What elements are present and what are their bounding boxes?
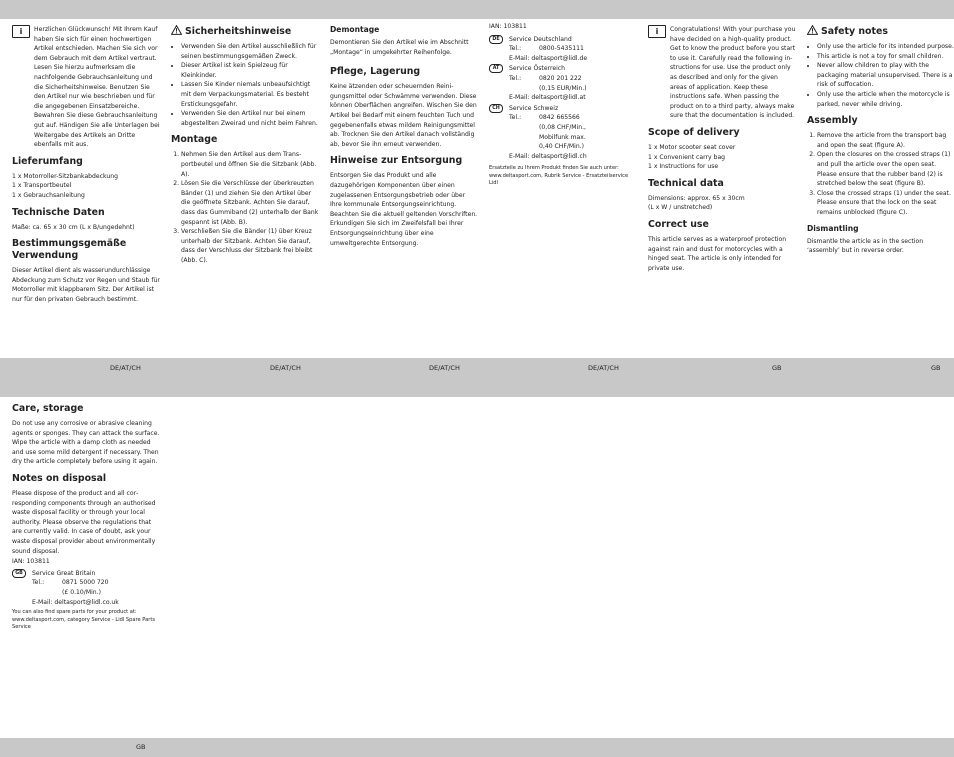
heading-bestimmung: Bestimmungsgemäße Verwendung	[12, 238, 127, 262]
heading-dismantling: Dismantling	[807, 223, 859, 233]
warning-icon	[171, 25, 182, 35]
heading-assembly: Assembly	[807, 115, 858, 127]
tel-value: 0842 665566	[539, 114, 580, 122]
service-name: Service Schweiz	[509, 104, 559, 112]
top-bar	[0, 0, 954, 19]
list-item: • Dieser Artikel ist kein Spielzeug für Kleinkinder.	[181, 61, 319, 80]
list-item: 1 x Transportbeutel	[12, 182, 72, 190]
heading-technical-data: Technical data	[648, 177, 724, 189]
service-email: E-Mail: deltasport@lidl.de	[509, 54, 588, 62]
tel-rate: 0,40 CHF/Min.)	[539, 143, 585, 151]
heading-sicherheitshinweise	[171, 25, 319, 38]
tel-value: 0800-5435111	[539, 45, 584, 53]
heading-entsorgung: Hinweise zur Entsorgung	[330, 155, 463, 167]
demontage-text: Demontieren Sie den Artikel wie im Abschnitt „Montage“ in umgekehrter Reihenfolge.	[330, 39, 469, 56]
heading-disposal: Notes on disposal	[12, 472, 107, 484]
dismantling-text: Dismantle the article as in the section ‘assembly’ but in reverse order.	[807, 237, 924, 255]
tel-rate: (£ 0.10/Min.)	[62, 588, 101, 596]
warning-icon	[807, 25, 818, 35]
safety-list	[807, 42, 954, 109]
tel-rate: (0,08 CHF/Min.,	[539, 123, 586, 131]
service-ch-name	[489, 104, 637, 114]
list-item: 1 x Gebrauchsanleitung	[12, 191, 85, 199]
intro-block	[12, 25, 160, 150]
bestimmung-text: Dieser Artikel dient als wasserundurchlässige Abdeckung zum Schutz vor Regen und Staub für Motorroller mit klappbarem Sitz. Der Artikel ist nur für den privaten Gebrauch bestimmt.	[12, 267, 160, 303]
list-item: • Only use the article for its intended purpose.	[817, 42, 954, 52]
list-item: • Verwenden Sie den Artikel ausschließlich für seinen bestimmungsgemäßen Zweck.	[181, 42, 319, 61]
heading-lieferumfang: Lieferumfang	[12, 155, 83, 167]
ian-number: IAN: 103811	[489, 23, 527, 30]
column-de-service	[489, 22, 637, 188]
correct-use-text: This article serves as a waterproof protection against rain and dust for motorcycles with a hinged seat. The article is only intended for private use.	[648, 235, 787, 272]
intro-text: Herzlichen Glückwunsch! Mit Ihrem Kauf haben Sie sich für einen hochwertigen Artikel entschieden. Machen Sie sich vor dem Gebrauch mit dem Artikel vertraut. Lesen Sie hierzu aufmerksam die nachfolgende Gebrauchsanleitung und die Sicherheitshinweise. Benutzen Sie den Artikel nur wie beschrieben und für die angegebenen Einsatzbereiche. Bewahren Sie diese Gebrauchsanleitung gut auf. Händigen Sie alle Unterlagen bei Weitergabe des Artikels an Dritte ebenfalls mit aus.	[34, 26, 160, 149]
tel-rate: (0,15 EUR/Min.)	[539, 84, 587, 92]
heading-correct-use: Correct use	[648, 218, 709, 230]
list-item: Dimensions: approx. 65 x 30cm	[648, 194, 745, 202]
list-item: • Verwenden Sie den Artikel nur bei einem abgestellten Zweirad und nicht beim Fahren.	[181, 109, 319, 128]
care-text: Do not use any corrosive or abrasive cleaning agents or sponges. They can attack the surface. Wipe the article with a damp cloth as needed and use some mild detergent if necessary. Then dry the article completely before using it again.	[12, 420, 160, 466]
page-label: GB	[136, 743, 146, 751]
service-gb-name	[12, 569, 160, 579]
list-item: 1 x Instructions for use	[648, 163, 719, 171]
page-label: DE/AT/CH	[270, 364, 301, 372]
service-name: Service Deutschland	[509, 35, 572, 43]
service-de-name	[489, 35, 637, 45]
list-item: 2. Lösen Sie die Verschlüsse der überkreuzten Bänder (1) und ziehen Sie den Artikel über die geöffnete Sitzbank. Achten Sie darauf, dass das Gummiband (2) unterhalb der Bank gespannt ist (Abb. B).	[181, 179, 319, 227]
service-email: E-Mail: deltasport@lidl.at	[509, 94, 586, 102]
heading-pflege: Pflege, Lagerung	[330, 66, 421, 78]
list-item: 3. Verschließen Sie die Bänder (1) über Kreuz unterhalb der Sitzbank. Achten Sie darauf, dass der Verschluss der Sitzbank frei bleibt (Abb. C).	[181, 227, 319, 265]
page-label: DE/AT/CH	[429, 364, 460, 372]
list-item: • Only use the article when the motorcycle is parked, never while driving.	[817, 90, 954, 109]
flag-de-icon: DE	[489, 35, 503, 44]
page-label: DE/AT/CH	[588, 364, 619, 372]
tel-label: Tel.:	[509, 114, 522, 122]
heading-care-storage: Care, storage	[12, 403, 84, 414]
info-book-icon: i	[648, 25, 666, 38]
list-item: 1. Nehmen Sie den Artikel aus dem Transportbeutel und öffnen Sie die Sitzbank (Abb. A).	[181, 150, 319, 179]
list-item: • This article is not a toy for small children.	[817, 52, 954, 62]
heading-safety-notes	[807, 25, 954, 38]
info-book-icon: i	[12, 25, 30, 38]
list-item: 1 x Convenient carry bag	[648, 153, 726, 161]
middle-bar	[0, 358, 954, 397]
heading-text: Sicherheitshinweise	[185, 26, 292, 37]
flag-ch-icon: CH	[489, 104, 503, 113]
service-at-name	[489, 64, 637, 74]
pflege-text: Keine ätzenden oder scheuernden Reinigungsmittel oder Schwämme verwenden. Diese können Oberflächen angreifen. Wischen Sie den Artikel bei Bedarf mit einem feuchten Tuch und gegebenenfalls etwas mildem Reinigungsmittel ab. Trocknen Sie den Artikel danach vollständig ab, bevor Sie ihn erneut verwenden.	[330, 83, 477, 148]
intro-block	[648, 25, 796, 121]
service-name: Service Österreich	[509, 65, 565, 73]
entsorgung-text: Entsorgen Sie das Produkt und alle dazugehörigen Komponenten über einen zugelassenen Entsorgungsbetrieb oder über Ihre kommunale Entsorgungseinrichtung. Beachten Sie die aktuell geltenden Vorschriften. Erkundigen Sie sich im Zweifelsfall bei Ihrer Entsorgungseinrichtung über eine umweltgerechte Entsorgung.	[330, 172, 478, 247]
column-gb-safety	[807, 25, 954, 256]
heading-text: Safety notes	[821, 26, 888, 37]
column-gb-intro	[648, 25, 796, 273]
page-label: DE/AT/CH	[110, 364, 141, 372]
list-item: (L x W / unstretched)	[648, 204, 713, 212]
column-gb-care	[12, 403, 160, 631]
intro-text: Congratulations! With your purchase you have decided on a high-quality product. Get to know the product before you start to use it. Carefully read the following instructions for use. Use the product only as described and only for the given areas of application. Keep these instructions safe. When passing the product on to a third party, always make sure that the documentation is included.	[670, 26, 796, 120]
tel-rate: Mobilfunk max.	[539, 133, 586, 141]
ian-number: IAN: 103811	[12, 558, 50, 566]
list-item: 1. Remove the article from the transport bag and open the seat (figure A).	[817, 131, 954, 150]
technische-text: Maße: ca. 65 x 30 cm (L x B/ungedehnt)	[12, 223, 135, 231]
heading-technische-daten: Technische Daten	[12, 206, 105, 218]
flag-gb-icon: GB	[12, 569, 26, 578]
service-email: E-Mail: deltasport@lidl.ch	[509, 152, 587, 160]
heading-demontage: Demontage	[330, 25, 380, 34]
list-item: 3. Close the crossed straps (1) under the seat. Please ensure that the lock on the seat remains unblocked (figure C).	[817, 189, 954, 218]
column-de-intro	[12, 25, 160, 304]
column-de-care	[330, 25, 478, 248]
disposal-text: Please dispose of the product and all corresponding components through an authorised waste disposal facility or through your local authority. Please observe the regulations that are currently valid. In case of doubt, ask your waste disposal provider about environmentally sound disposal.	[12, 489, 156, 555]
list-item: • Never allow children to play with the packaging material unsupervised. There is a risk of suffocation.	[817, 61, 954, 90]
tel-label: Tel.:	[509, 45, 522, 53]
montage-list	[171, 150, 319, 265]
service-email: E-Mail: deltasport@lidl.co.uk	[32, 598, 119, 606]
spare-parts-note: Ersatzteile zu Ihrem Produkt finden Sie auch unter: www.deltasport.com, Rubrik Service - Ersatzteilservice Lidl	[489, 165, 629, 187]
tel-value: 0871 5000 720	[62, 579, 109, 587]
page-label: GB	[772, 364, 782, 372]
safety-list	[171, 42, 319, 128]
tel-value: 0820 201 222	[539, 74, 582, 82]
service-name: Service Great Britain	[32, 569, 96, 577]
column-de-safety	[171, 25, 319, 265]
list-item: 2. Open the closures on the crossed straps (1) and pull the article over the open seat. Please ensure that the rubber band (2) is stretched below the seat (figure B).	[817, 150, 954, 188]
tel-label: Tel.:	[509, 74, 522, 82]
assembly-list	[807, 131, 954, 217]
heading-montage: Montage	[171, 134, 218, 146]
page-label: GB	[931, 364, 941, 372]
list-item: 1 x Motor scooter seat cover	[648, 143, 736, 151]
flag-at-icon: AT	[489, 64, 503, 73]
heading-scope: Scope of delivery	[648, 126, 740, 138]
list-item: • Lassen Sie Kinder niemals unbeaufsichtigt mit dem Verpackungsmaterial. Es besteht Erstickungsgefahr.	[181, 80, 319, 109]
tel-label: Tel.:	[32, 579, 45, 587]
list-item: 1 x Motorroller-Sitzbankabdeckung	[12, 172, 118, 180]
spare-parts-note: You can also find spare parts for your product at: www.deltasport.com, category Service - Lidl Spare Parts Service	[12, 609, 155, 630]
